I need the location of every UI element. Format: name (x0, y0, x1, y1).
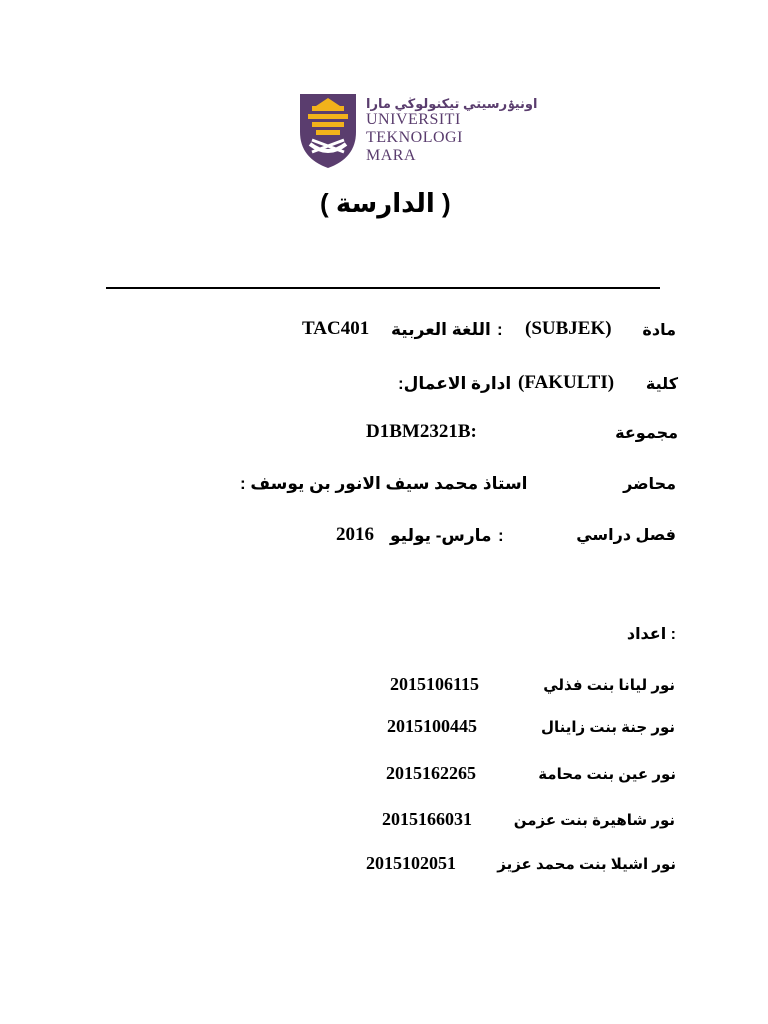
group-value: D1BM2321B: (366, 421, 477, 442)
subject-code: TAC401 (302, 318, 370, 339)
faculty-label: كلية (645, 376, 678, 393)
member-id: 2015106115 (390, 674, 480, 694)
subject-value: اللغة العربية (391, 320, 491, 339)
member-name: نور شاهيرة بنت عزمن (513, 812, 675, 829)
member-id: 2015102051 (366, 853, 456, 873)
semester-label: فصل دراسي (576, 527, 676, 544)
group-label: مجموعة (615, 425, 678, 442)
lecturer-label: محاضر (623, 476, 676, 493)
logo-emblem-icon (296, 92, 360, 170)
title-underline-divider (106, 287, 660, 289)
subject-label: مادة (642, 322, 676, 339)
faculty-tag: (FAKULTI) (518, 372, 615, 393)
semester-separator: : (498, 526, 504, 545)
prepared-by-label: اعداد : (626, 626, 676, 643)
page-title: ( الدارسة ) (320, 188, 451, 218)
member-id: 2015100445 (387, 716, 477, 736)
semester-year: 2016 (336, 524, 374, 545)
university-logo (296, 92, 538, 172)
semester-value: مارس- يوليو (390, 526, 492, 545)
faculty-value: :ادارة الاعمال (398, 374, 512, 393)
logo-line-mara: MARA (366, 147, 417, 164)
subject-separator: : (497, 320, 503, 339)
member-name: نور اشيلا بنت محمد عزيز (497, 856, 676, 873)
member-name: نور عين بنت محامة (538, 766, 676, 783)
member-id: 2015162265 (386, 763, 476, 783)
logo-line-teknologi: TEKNOLOGI (366, 129, 463, 146)
subject-tag: (SUBJEK) (525, 318, 612, 339)
member-id: 2015166031 (382, 809, 472, 829)
logo-line-universiti: UNIVERSITI (366, 111, 461, 128)
member-name: نور جنة بنت زاينال (540, 719, 675, 736)
member-name: نور ليانا بنت فذلي (543, 677, 675, 694)
lecturer-value: : استاذ محمد سيف الانور بن يوسف (240, 474, 528, 493)
logo-jawi-text: اونيۏرسيتي تيكنولوڬي مارا (366, 96, 538, 111)
